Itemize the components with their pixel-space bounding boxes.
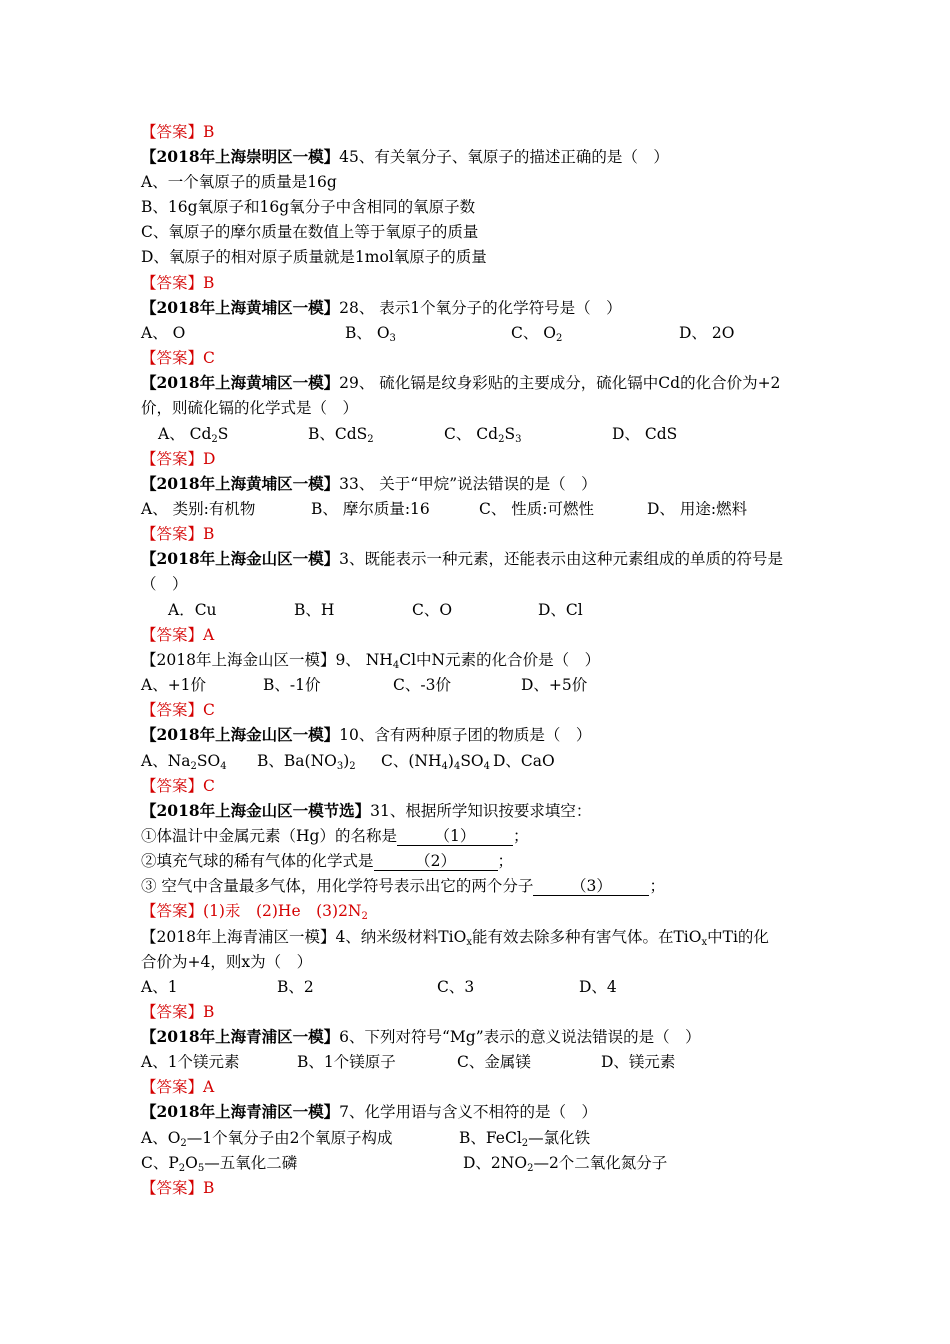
option-d: D、 2O (679, 324, 735, 342)
answer-value: C (203, 701, 215, 719)
question-header: 【2018年上海黄埔区一模】29、 硫化镉是纹身彩贴的主要成分，硫化镉中Cd的化合价为+2 (141, 373, 781, 392)
question-header: 【2018年上海黄埔区一模】33、 关于“甲烷”说法错误的是（ ） (141, 474, 597, 493)
option-a: A、1个镁元素 (141, 1053, 240, 1071)
answer-bracket: 【答案】 (141, 626, 204, 644)
answer-line (141, 1077, 214, 1097)
option-d: D、镁元素 (601, 1053, 676, 1071)
answer-line (141, 348, 215, 368)
question-text: 合价为+4，则x为（ ） (141, 953, 313, 971)
answer-value: B (203, 123, 215, 141)
option-a: A．Cu (168, 601, 217, 619)
question-header: 【2018年上海青浦区一模】6、下列对符号“Mg”表示的意义说法错误的是（ ） (141, 1027, 701, 1046)
option-c: C、金属镁 (457, 1053, 531, 1071)
answer-value: B (203, 1179, 215, 1197)
option-a: A、 $Cd_2S$ (158, 425, 229, 445)
option-d: D、CaO (493, 752, 555, 770)
question-header: 【2018年上海金山区一模】9、 $NH_4Cl$中N元素的化合价是（ ） (141, 651, 601, 671)
answer-bracket: 【答案】 (141, 701, 204, 719)
option-a: A、$Na_2SO_4$ (141, 752, 227, 772)
option-c: C、$(NH_4)_4SO_4$ (381, 752, 491, 772)
option-b: B、FeCl$_2$—氯化铁 (459, 1129, 591, 1149)
option-c: C、 $Cd_2S_3$ (444, 425, 522, 445)
option-c: C、$P_2O_5—$五氧化二磷 (141, 1154, 298, 1174)
answer-bracket: 【答案】 (141, 1003, 204, 1021)
answer-value: C (203, 349, 215, 367)
answer-bracket: 【答案】 (141, 1179, 204, 1197)
option-a: A、$O_2—1$个氧分子由2个氧原子构成 (141, 1129, 393, 1149)
question-text: （ ） (141, 575, 188, 593)
answer-line (141, 776, 215, 796)
option-c: C、3 (437, 978, 475, 996)
answer-bracket: 【答案】 (141, 1078, 204, 1096)
answer-bracket: 【答案】 (141, 274, 204, 292)
answer-bracket: 【答案】 (141, 777, 204, 795)
option-a: A、 O (141, 324, 186, 342)
option-b: B、1个镁原子 (297, 1053, 396, 1071)
fill-line: ②填充气球的稀有气体的化学式是 （2） ； (141, 852, 514, 870)
question-header: 【2018年上海金山区一模】10、含有两种原子团的物质是（ ） (141, 725, 592, 744)
option-b: B、-1价 (263, 676, 321, 694)
answer-value: B (203, 525, 215, 543)
answer-bracket: 【答案】 (141, 525, 204, 543)
option-line: D、氧原子的相对原子质量就是1mol氧原子的质量 (141, 248, 487, 266)
option-d: D、+5价 (521, 676, 588, 694)
option-a: A、1 (141, 978, 178, 996)
answer-line (141, 700, 215, 720)
answer-line (141, 901, 368, 921)
answer-line (141, 524, 214, 544)
question-header: 【2018年上海金山区一模节选】31、根据所学知识按要求填空： (141, 801, 592, 820)
option-b: B、H (294, 601, 335, 619)
answer-line (141, 1178, 214, 1198)
answer-value: B (203, 1003, 215, 1021)
question-header: 【2018年上海崇明区一模】45、有关氧分子、氧原子的描述正确的是（ ） (141, 147, 669, 166)
option-c: C、 $O_2$ (511, 324, 563, 344)
question-text: 价，则硫化镉的化学式是（ ） (141, 399, 359, 417)
question-header: 【2018年上海青浦区一模】4、纳米级材料TiO$_x$能有效去除多种有害气体。在TiO$_x$中Ti的化 (141, 928, 769, 948)
option-c: C、 性质:可燃性 (479, 500, 595, 518)
answer-line (141, 625, 214, 645)
fill-blank: （2） (374, 852, 498, 871)
fill-line: ①体温计中金属元素（Hg）的名称是 （1） ； (141, 827, 529, 845)
option-d: D、 CdS (612, 425, 678, 443)
option-d: D、$2NO_2—2$个二氧化氮分子 (463, 1154, 668, 1174)
option-b: B、CdS$_2$ (308, 425, 374, 445)
option-b: B、 摩尔质量:16 (311, 500, 430, 518)
option-c: C、-3价 (393, 676, 451, 694)
option-b: B、$Ba(NO_3)_2$ (257, 752, 356, 772)
answer-line (141, 449, 215, 469)
option-line: A、一个氧原子的质量是16g (141, 173, 337, 191)
fill-blank: （1） (397, 827, 513, 846)
option-line: B、16g氧原子和16g氧分子中含相同的氧原子数 (141, 198, 476, 216)
option-a: A、 类别:有机物 (141, 500, 256, 518)
answer-value: (1)汞 (2)He $(3)2N_2$ (203, 902, 368, 922)
answer-value: A (203, 1078, 215, 1096)
answer-line (141, 122, 214, 142)
fill-blank: （3） (533, 877, 649, 896)
option-d: D、Cl (538, 601, 583, 619)
answer-value: C (203, 777, 215, 795)
answer-value: D (203, 450, 216, 468)
answer-value: B (203, 274, 215, 292)
option-b: B、2 (277, 978, 314, 996)
answer-bracket: 【答案】 (141, 902, 204, 920)
question-header: 【2018年上海青浦区一模】7、化学用语与含义不相符的是（ ） (141, 1102, 598, 1121)
option-d: D、4 (579, 978, 617, 996)
fill-line: ③ 空气中含量最多气体，用化学符号表示出它的两个分子 （3） ； (141, 877, 665, 895)
question-header: 【2018年上海黄埔区一模】28、 表示1个氧分子的化学符号是（ ） (141, 298, 622, 317)
answer-line (141, 1002, 214, 1022)
answer-bracket: 【答案】 (141, 123, 204, 141)
answer-line (141, 273, 214, 293)
option-c: C、O (412, 601, 453, 619)
option-b: B、 $O_3$ (345, 324, 396, 344)
option-a: A、+1价 (141, 676, 207, 694)
answer-value: A (203, 626, 215, 644)
question-header: 【2018年上海金山区一模】3、既能表示一种元素，还能表示由这种元素组成的单质的符号是 (141, 549, 784, 568)
answer-bracket: 【答案】 (141, 349, 204, 367)
option-d: D、 用途:燃料 (647, 500, 748, 518)
option-line: C、氧原子的摩尔质量在数值上等于氧原子的质量 (141, 223, 479, 241)
answer-bracket: 【答案】 (141, 450, 204, 468)
